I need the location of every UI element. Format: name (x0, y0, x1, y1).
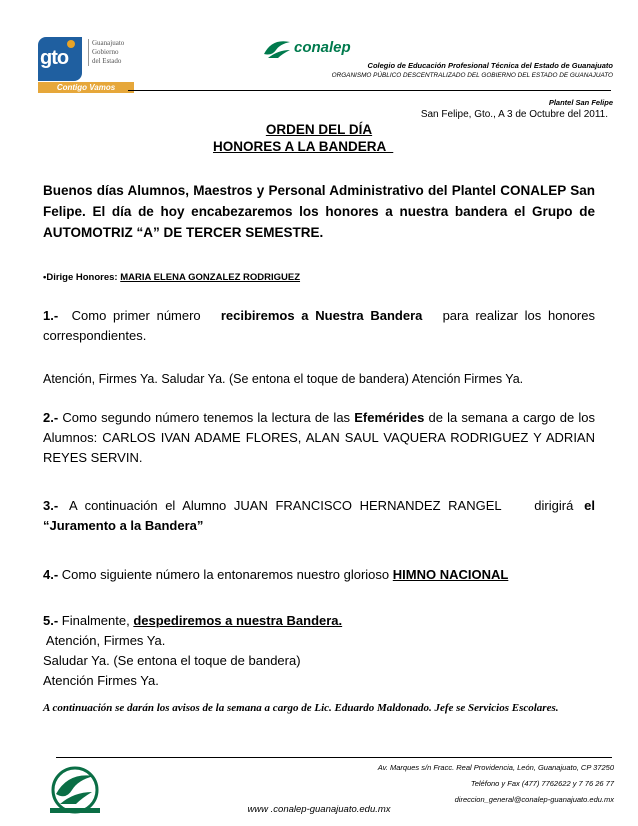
item-number: 4.- (43, 567, 59, 582)
item-bold-text: despediremos a nuestra Bandera. (133, 613, 343, 628)
conalep-logo (262, 36, 392, 62)
dirige-name: MARIA ELENA GONZALEZ RODRIGUEZ (120, 272, 301, 283)
footer-email[interactable]: direccion_general@conalep-guanajuato.edu.mx (454, 795, 614, 804)
item-text: para realizar los honores correspondientes. (43, 308, 595, 343)
item-5 (43, 611, 595, 691)
item-4 (43, 565, 595, 585)
dirige-label: Dirige Honores: (46, 272, 118, 283)
item-1 (43, 306, 595, 346)
gov-logo-text: Guanajuato Gobierno del Estado (88, 39, 124, 66)
footer-address: Av. Marques s/n Fracc. Real Providencia, León, Guanajuato, CP 37250 (377, 763, 614, 772)
item-text: Como segundo número tenemos la lectura de las (62, 410, 351, 425)
item-text: A continuación el Alumno JUAN FRANCISCO HERNANDEZ RANGEL (69, 498, 502, 513)
item-bold-text: HIMNO NACIONAL (392, 567, 509, 582)
conalep-emblem-icon (262, 36, 292, 60)
item-3 (43, 496, 595, 536)
item-line: Saludar Ya. (Se entona el toque de bandera) (43, 653, 301, 668)
document-subtitle: HONORES A LA BANDERA (213, 139, 394, 154)
item-text: Como primer número (71, 308, 201, 323)
item-number: 1.- (43, 308, 59, 323)
item-text: Como siguiente número la entonaremos nuestro glorioso (61, 567, 390, 582)
gov-tagline: Contigo Vamos (38, 82, 134, 93)
footer-phone: Teléfono y Fax (477) 7762622 y 7 76 26 77 (470, 779, 614, 788)
item-number: 5.- (43, 613, 59, 628)
item-number: 3.- (43, 498, 59, 513)
item-text: de la semana a cargo de los Alumnos: CARLOS IVAN ADAME FLORES, ALAN SAUL VAQUERA RODRIGUEZ Y ADRIAN REYES SERVIN. (43, 410, 595, 465)
intro-paragraph: Buenos días Alumnos, Maestros y Personal Administrativo del Plantel CONALEP San Felipe. El día de hoy encabezaremos los honores a nuestra bandera el Grupo de AUTOMOTRIZ “A” DE TERCER SEMESTRE. (43, 183, 595, 240)
item-text: Finalmente, (61, 613, 130, 628)
item-2 (43, 408, 595, 468)
organism-line: ORGANISMO PÚBLICO DESCENTRALIZADO DEL GOBIERNO DEL ESTADO DE GUANAJUATO (331, 72, 613, 79)
footer-divider (56, 757, 612, 758)
header-divider (128, 90, 611, 91)
dirige-honores: •Dirige Honores: MARIA ELENA GONZALEZ RODRIGUEZ (43, 272, 301, 283)
item-bold-text: “Juramento a la Bandera” (43, 518, 204, 533)
plantel-name: Plantel San Felipe (548, 98, 613, 107)
item-bold-text: el (584, 498, 595, 513)
gobierno-guanajuato-logo: gto Guanajuato Gobierno del Estado Contigo Vamos (38, 35, 138, 95)
item-bold-text: Efemérides (354, 410, 425, 425)
footer-website[interactable]: www .conalep-guanajuato.edu.mx (247, 804, 391, 815)
document-date: San Felipe, Gto., A 3 de Octubre del 2011. (420, 109, 608, 120)
conalep-wordmark: conalep (294, 39, 351, 56)
item-line: Atención, Firmes Ya. (43, 633, 166, 648)
institution-name: Colegio de Educación Profesional Técnica del Estado de Guanajuato (367, 61, 613, 70)
closing-paragraph: A continuación se darán los avisos de la semana a cargo de Lic. Eduardo Maldonado. Jefe se Servicios Escolares. (43, 702, 559, 714)
item-text: dirigirá (534, 498, 574, 513)
footer-contact (378, 760, 614, 808)
item-1-note: Atención, Firmes Ya. Saludar Ya. (Se entona el toque de bandera) Atención Firmes Ya. (43, 372, 524, 386)
item-line: Atención Firmes Ya. (43, 673, 159, 688)
document-title: ORDEN DEL DÍA (265, 122, 373, 137)
item-number: 2.- (43, 410, 59, 425)
item-bold-text: recibiremos a Nuestra Bandera (220, 308, 423, 323)
